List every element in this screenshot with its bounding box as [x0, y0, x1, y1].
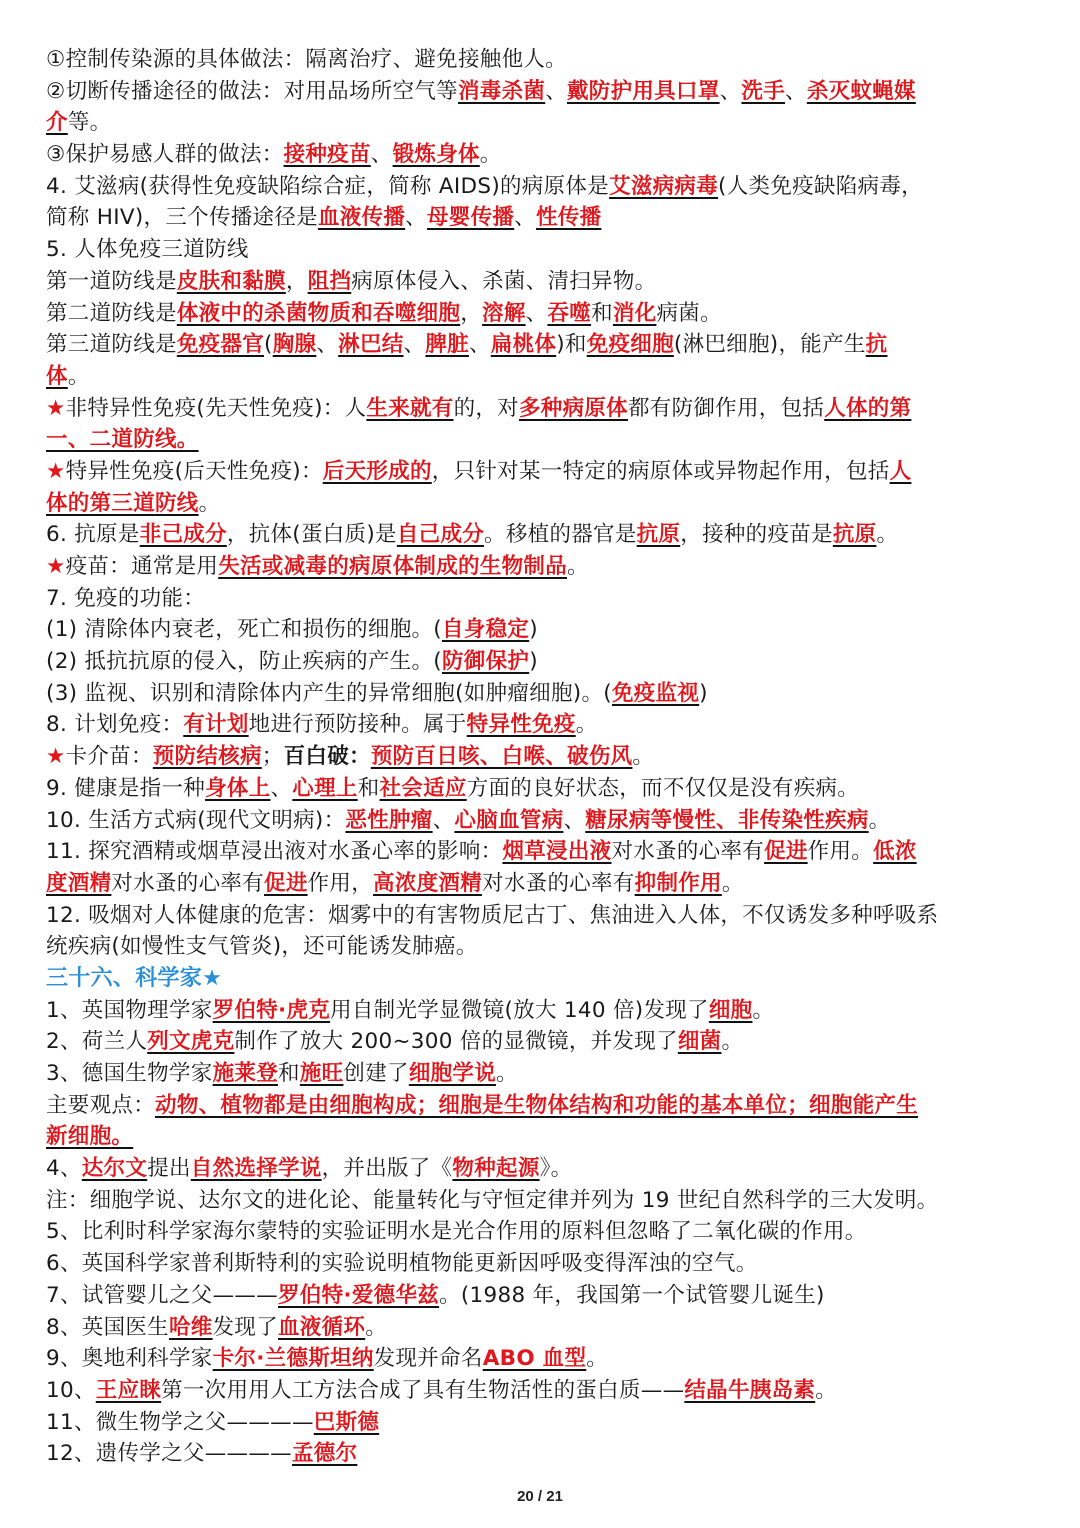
- body-text: 、: [370, 142, 393, 168]
- body-text: 、: [545, 78, 567, 104]
- key-term: 卡尔·兰德斯坦纳: [212, 1346, 374, 1372]
- key-term: 接种疫苗: [283, 142, 371, 168]
- body-text: 6、英国科学家普利斯特利的实验说明植物能更新因呼吸变得浑浊的空气。: [46, 1251, 758, 1277]
- body-text: 第三道防线是: [46, 332, 177, 358]
- body-text: 、: [432, 807, 455, 833]
- key-term: 有计划: [183, 712, 249, 738]
- text-line: [46, 1312, 1036, 1344]
- body-text: 》。: [539, 1156, 573, 1182]
- body-text: ，: [460, 300, 483, 326]
- star-icon: ★: [46, 744, 66, 770]
- text-line: [46, 900, 1036, 932]
- body-text: 。: [479, 142, 502, 168]
- body-text: 和: [278, 1061, 300, 1086]
- key-term: 皮肤和黏膜: [176, 268, 286, 294]
- text-line: [46, 709, 1036, 741]
- text-line: [46, 1058, 1036, 1090]
- body-text: 简称 HIV)，三个传播途径是: [46, 205, 318, 231]
- text-line: [46, 1121, 1036, 1153]
- text-line: [46, 1153, 1036, 1185]
- key-term: 度酒精: [46, 870, 112, 896]
- body-text: 。: [876, 522, 899, 548]
- text-line: [46, 519, 1036, 551]
- body-text: 。: [721, 1029, 744, 1055]
- key-term: 免疫器官: [176, 332, 265, 358]
- body-text: 、: [405, 205, 427, 231]
- key-term: 社会适应: [379, 775, 467, 801]
- text-line: [46, 741, 1036, 773]
- key-term: 非己成分: [139, 522, 227, 548]
- body-text: 7. 免疫的功能：: [46, 585, 206, 611]
- text-line: [46, 234, 1036, 266]
- text-line: [46, 773, 1036, 805]
- body-text: 第一道防线是: [46, 268, 177, 294]
- text-line: [46, 614, 1036, 646]
- body-text: 对水蚤的心率有: [111, 870, 265, 896]
- body-text: 等。: [67, 110, 112, 136]
- body-text: 主要观点：: [46, 1092, 156, 1118]
- key-term: 王应睐: [95, 1377, 162, 1403]
- section-header: 三十六、科学家★: [46, 965, 223, 991]
- body-text: 病原体侵入、杀菌、清扫异物。: [351, 268, 657, 294]
- body-text: (淋巴细胞)，能产生: [673, 332, 866, 358]
- body-text: 9. 健康是指一种: [46, 775, 206, 801]
- body-text: 。: [721, 870, 744, 896]
- body-text: 作用。: [807, 839, 874, 865]
- key-term: 自己成分: [396, 522, 485, 548]
- text-line: [46, 995, 1036, 1027]
- text-line: [46, 1216, 1036, 1248]
- body-text: 4. 艾滋病(获得性免疫缺陷综合症，简称 AIDS)的病原体是: [46, 173, 610, 199]
- body-text: 对水蚤的心率有: [611, 839, 765, 865]
- key-term: 防御保护: [441, 649, 530, 675]
- key-term: 抗: [865, 332, 888, 358]
- body-text: ，只针对某一特定的病原体或异物起作用，包括: [431, 458, 890, 484]
- body-text: 发现了: [212, 1314, 278, 1340]
- body-text: 第一次用用人工方法合成了具有生物活性的蛋白质——: [161, 1377, 685, 1403]
- key-term: 身体上: [205, 775, 271, 801]
- text-line: [46, 202, 1036, 234]
- key-term: 促进: [264, 870, 308, 896]
- text-line: [46, 139, 1036, 171]
- key-term: 罗伯特·爱德华兹: [277, 1282, 440, 1308]
- key-term: 抗原: [832, 522, 877, 548]
- key-term: 免疫细胞: [586, 332, 674, 358]
- body-text: ，抗体(蛋白质)是: [226, 522, 397, 548]
- body-text: 7、试管婴儿之父———: [46, 1282, 278, 1308]
- body-text: 2、荷兰人: [46, 1029, 148, 1055]
- text-line: [46, 1248, 1036, 1280]
- body-text: 。: [586, 1346, 609, 1372]
- text-line: [46, 107, 1036, 139]
- body-text: 作用，: [307, 870, 374, 896]
- body-text: 。: [575, 712, 598, 738]
- key-term: 消化: [612, 300, 657, 326]
- body-text: ①控制传染源的具体做法：隔离治疗、避免接触他人。: [46, 47, 567, 72]
- body-text: (: [264, 332, 273, 358]
- key-term: 体的第三道防线: [46, 490, 199, 516]
- key-term: 体: [46, 363, 68, 389]
- key-term: 自身稳定: [441, 617, 530, 643]
- text-line: [46, 76, 1036, 108]
- body-text: 地进行预防接种。属于: [248, 712, 467, 738]
- key-term: 施旺: [299, 1061, 344, 1086]
- document-body: [46, 44, 1036, 1470]
- text-line: [46, 1026, 1036, 1058]
- key-term: 人: [889, 458, 912, 484]
- body-text: 。: [567, 554, 589, 579]
- body-text: 和: [357, 775, 380, 801]
- key-term: 孟德尔: [291, 1441, 358, 1467]
- body-text: (3) 监视、识别和清除体内产生的异常细胞(如肿瘤细胞)。(: [46, 680, 612, 706]
- text-line: [46, 424, 1036, 456]
- text-line: [46, 1185, 1036, 1217]
- body-text: ，: [285, 268, 308, 294]
- body-text: 。: [365, 1314, 388, 1340]
- text-line: [46, 298, 1036, 330]
- text-line: [46, 836, 1036, 868]
- body-text: 5、比利时科学家海尔蒙特的实验证明水是光合作用的原料但忽略了二氧化碳的作用。: [46, 1219, 867, 1245]
- body-text: )和: [556, 332, 587, 358]
- star-icon: ★: [46, 458, 66, 484]
- key-term: 溶解: [482, 300, 526, 326]
- key-term: 预防百日咳、白喉、破伤风: [370, 744, 633, 770]
- body-text: 、: [785, 78, 807, 104]
- body-text: 10、: [46, 1377, 96, 1403]
- text-line: [46, 1407, 1036, 1439]
- body-text: 。: [496, 1061, 518, 1086]
- body-text: 11. 探究酒精或烟草浸出液对水蚤心率的影响：: [46, 839, 503, 865]
- body-text: 第二道防线是: [46, 300, 177, 326]
- text-line: [46, 456, 1036, 488]
- key-term: 抑制作用: [634, 870, 722, 896]
- text-line: [46, 868, 1036, 900]
- key-term: 多种病原体: [518, 395, 628, 421]
- body-text: 统疾病(如慢性支气管炎)，还可能诱发肺癌。: [46, 934, 478, 960]
- body-text: ③保护易感人群的做法：: [46, 142, 284, 168]
- body-text: 4、: [46, 1156, 82, 1182]
- body-text: 发现并命名: [373, 1346, 483, 1372]
- key-term: 促进: [764, 839, 808, 865]
- body-text: ): [699, 680, 708, 706]
- body-text: 、: [719, 78, 742, 104]
- body-text: 。: [632, 744, 655, 770]
- bold-label: 百白破：: [283, 744, 371, 770]
- key-term: 艾滋病病毒: [609, 173, 719, 199]
- key-term: 细胞学说: [408, 1061, 497, 1086]
- key-term: 特异性免疫: [466, 712, 576, 738]
- body-text: 3、德国生物学家: [46, 1061, 213, 1086]
- body-text: ；: [261, 744, 284, 770]
- body-text: 病菌。: [656, 300, 722, 326]
- body-text: 。: [67, 363, 90, 389]
- body-text: 。: [815, 1377, 837, 1403]
- key-term: 恶性肿瘤: [345, 807, 433, 833]
- body-text: 。(1988 年，我国第一个试管婴儿诞生): [439, 1282, 825, 1308]
- key-term: 锻炼身体: [392, 142, 480, 168]
- text-line: [46, 1343, 1036, 1375]
- key-term: 消毒杀菌: [457, 78, 546, 104]
- key-term: 预防结核病: [152, 744, 262, 770]
- key-term: 淋巴结: [338, 332, 404, 358]
- body-text: 创建了: [343, 1061, 409, 1086]
- text-line: [46, 678, 1036, 710]
- key-term: 自然选择学说: [190, 1156, 322, 1182]
- body-text: 8. 计划免疫：: [46, 712, 184, 738]
- key-term: 胸腺: [272, 332, 317, 358]
- text-line: [46, 931, 1036, 963]
- text-line: [46, 805, 1036, 837]
- body-text: 5. 人体免疫三道防线: [46, 237, 249, 263]
- key-term: 达尔文: [81, 1156, 148, 1182]
- key-term: 细菌: [677, 1029, 722, 1055]
- text-line: [46, 488, 1036, 520]
- body-text: 9、奥地利科学家: [46, 1346, 213, 1372]
- body-text: 和: [591, 300, 613, 326]
- body-text: 注：细胞学说、达尔文的进化论、能量转化与守恒定律并列为 19 世纪自然科学的三大发明。: [46, 1187, 939, 1213]
- body-text: 都有防御作用，包括: [627, 395, 825, 421]
- key-term: 阻挡: [307, 268, 352, 294]
- body-text: (1) 清除体内衰老，死亡和损伤的细胞。(: [46, 617, 442, 643]
- key-term: 抗原: [636, 522, 681, 548]
- key-term: 扁桃体: [490, 332, 557, 358]
- star-icon: ★: [46, 395, 66, 421]
- body-text: ，接种的疫苗是: [680, 522, 833, 548]
- text-line: [46, 393, 1036, 425]
- key-term: 吞噬: [547, 300, 592, 326]
- key-term: 施莱登: [212, 1061, 278, 1086]
- body-text: 卡介苗：: [65, 744, 153, 770]
- text-line: [46, 361, 1036, 393]
- body-text: 提出: [147, 1156, 191, 1182]
- key-term: 糖尿病等慢性、非传染性疾病: [585, 807, 869, 833]
- body-text: 。移植的器官是: [484, 522, 637, 548]
- text-line: [46, 1375, 1036, 1407]
- text-line: [46, 1090, 1036, 1122]
- body-text: 疫苗：通常是用: [65, 554, 219, 579]
- body-text: 。: [752, 997, 775, 1023]
- body-text: 、: [563, 807, 586, 833]
- body-text: 11、微生物学之父————: [46, 1409, 314, 1435]
- key-term: 性传播: [535, 205, 602, 231]
- key-term: 高浓度酒精: [373, 870, 483, 896]
- body-text: ): [529, 649, 538, 675]
- key-term: 物种起源: [452, 1156, 540, 1182]
- body-text: 6. 抗原是: [46, 522, 140, 548]
- key-term: 心理上: [292, 775, 358, 801]
- body-text: 8、英国医生: [46, 1314, 169, 1340]
- text-line: [46, 44, 1036, 76]
- key-term: 失活或减毒的病原体制成的生物制品: [218, 554, 567, 579]
- body-text: 特异性免疫(后天性免疫)：: [65, 458, 323, 484]
- key-term: ABO 血型: [482, 1346, 587, 1372]
- key-term: 巴斯德: [313, 1409, 380, 1435]
- key-term: 动物、植物都是由细胞构成；细胞是生物体结构和功能的基本单位；细胞能产生: [155, 1092, 919, 1118]
- body-text: 非特异性免疫(先天性免疫)：人: [65, 395, 367, 421]
- body-text: 。: [198, 490, 221, 516]
- key-term: 免疫监视: [611, 680, 700, 706]
- body-text: 12、遗传学之父————: [46, 1441, 292, 1467]
- body-text: 的，对: [453, 395, 519, 421]
- body-text: 、: [316, 332, 339, 358]
- page-number: 20 / 21: [517, 1488, 563, 1505]
- key-term: 低浓: [873, 839, 917, 865]
- body-text: 12. 吸烟对人体健康的危害：烟雾中的有害物质尼古丁、焦油进入人体，不仅诱发多种呼吸系: [46, 902, 939, 928]
- body-text: 10. 生活方式病(现代文明病)：: [46, 807, 346, 833]
- body-text: ，并出版了《: [321, 1156, 453, 1182]
- key-term: 人体的第: [824, 395, 912, 421]
- body-text: (2) 抵抗抗原的侵入，防止疾病的产生。(: [46, 649, 442, 675]
- key-term: 结晶牛胰岛素: [684, 1377, 816, 1403]
- key-term: 洗手: [741, 78, 786, 104]
- key-term: 脾脏: [425, 332, 469, 358]
- key-term: 哈维: [168, 1314, 213, 1340]
- text-line: [46, 1438, 1036, 1470]
- body-text: 用自制光学显微镜(放大 140 倍)发现了: [330, 997, 709, 1023]
- body-text: 方面的良好状态，而不仅仅是没有疾病。: [466, 775, 860, 801]
- key-term: 血液循环: [278, 1314, 366, 1340]
- text-line: [46, 963, 1036, 995]
- body-text: ②切断传播途径的做法：对用品场所空气等: [46, 78, 458, 104]
- key-term: 一、二道防线。: [46, 427, 199, 453]
- key-term: 血液传播: [317, 205, 406, 231]
- body-text: 、: [525, 300, 548, 326]
- key-term: 介: [46, 110, 68, 136]
- key-term: 新细胞。: [46, 1124, 134, 1150]
- key-term: 体液中的杀菌物质和吞噬细胞: [176, 300, 461, 326]
- body-text: (人类免疫缺陷病毒，: [718, 173, 923, 199]
- key-term: 后天形成的: [322, 458, 432, 484]
- key-term: 列文虎克: [147, 1029, 235, 1055]
- key-term: 母婴传播: [426, 205, 515, 231]
- key-term: 烟草浸出液: [502, 839, 612, 865]
- star-icon: ★: [46, 554, 66, 579]
- body-text: 制作了放大 200~300 倍的显微镜，并发现了: [234, 1029, 678, 1055]
- text-line: [46, 266, 1036, 298]
- body-text: 、: [514, 205, 536, 231]
- text-line: [46, 583, 1036, 615]
- body-text: 对水蚤的心率有: [482, 870, 635, 896]
- body-text: 、: [468, 332, 491, 358]
- text-line: [46, 646, 1036, 678]
- key-term: 心脑血管病: [454, 807, 564, 833]
- body-text: 。: [868, 807, 891, 833]
- body-text: 、: [403, 332, 426, 358]
- body-text: ): [529, 617, 538, 643]
- body-text: 、: [270, 775, 293, 801]
- key-term: 细胞: [708, 997, 753, 1023]
- text-line: [46, 329, 1036, 361]
- text-line: [46, 171, 1036, 203]
- key-term: 罗伯特·虎克: [212, 997, 331, 1023]
- body-text: 1、英国物理学家: [46, 997, 213, 1023]
- key-term: 戴防护用具口罩: [567, 78, 720, 104]
- text-line: [46, 1280, 1036, 1312]
- key-term: 生来就有: [366, 395, 454, 421]
- text-line: [46, 551, 1036, 583]
- key-term: 杀灭蚊蝇媒: [806, 78, 916, 104]
